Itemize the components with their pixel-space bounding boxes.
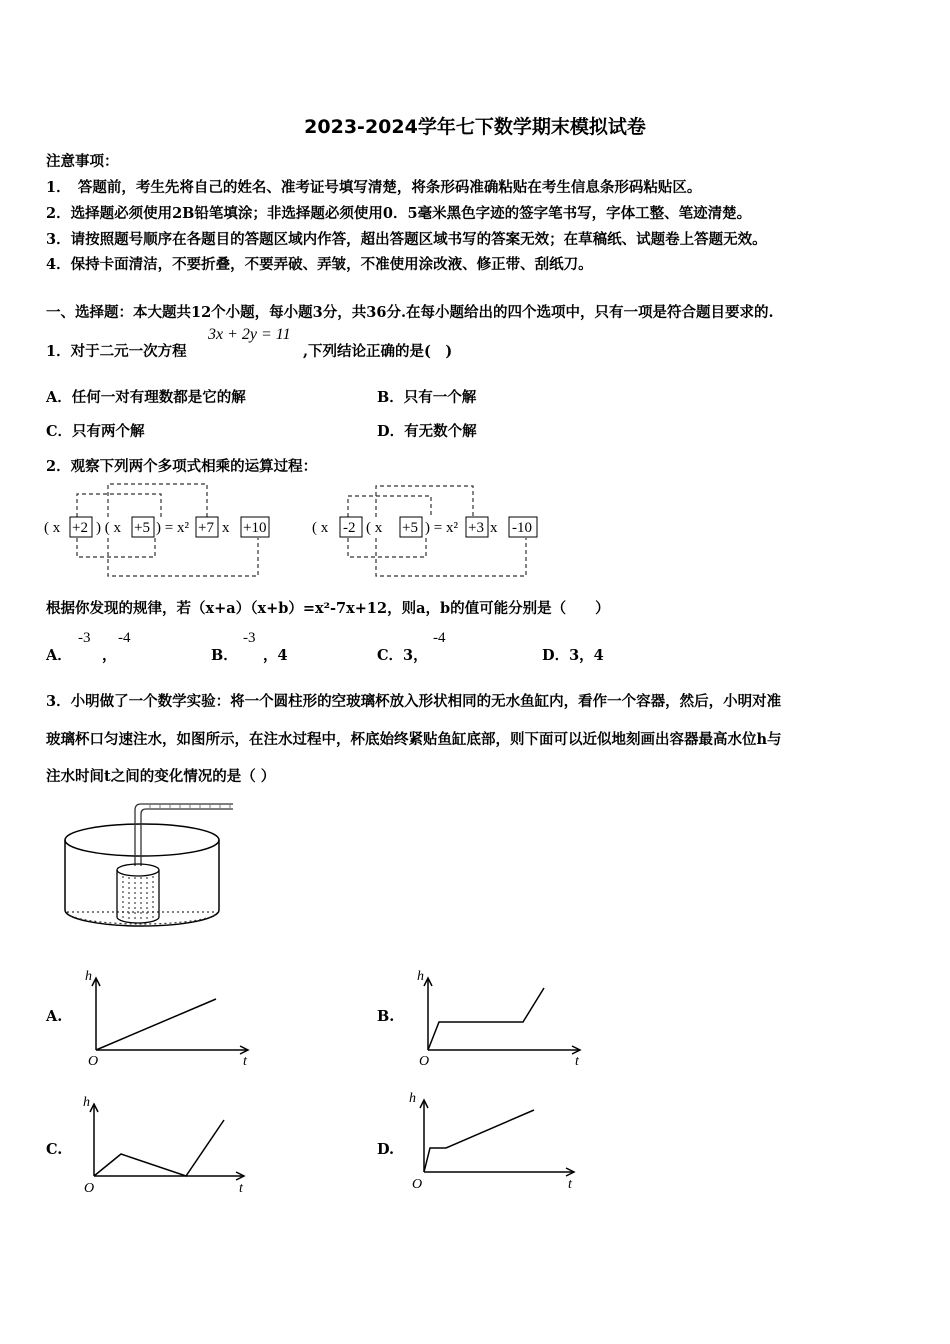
q2-option-a-v2: -4 <box>118 630 131 646</box>
graph-a-line <box>96 999 216 1050</box>
page-title: 2023-2024学年七下数学期末模拟试卷 <box>304 116 646 138</box>
graph-c-axis-y: h <box>83 1095 90 1110</box>
q2-example-2-diagram <box>308 480 548 580</box>
notice-item-4: 4．保持卡面清洁，不要折叠，不要弄破、弄皱，不准使用涂改液、修正带、刮纸刀。 <box>46 256 593 273</box>
q2-example-1-diagram <box>40 480 280 580</box>
q2-option-a-comma: ， <box>102 647 117 664</box>
graph-d-origin: O <box>412 1177 423 1192</box>
graph-c-label: C. <box>46 1141 63 1158</box>
q2-ex2-mid: ( x <box>366 520 383 536</box>
graph-c-axis-x: t <box>239 1181 243 1196</box>
graph-b-line <box>428 988 544 1050</box>
graph-b-label: B. <box>377 1008 395 1025</box>
graph-d <box>402 1088 582 1198</box>
graph-c <box>78 1092 258 1202</box>
graph-d-label: D. <box>377 1141 395 1158</box>
notice-item-3: 3．请按照题号顺序在各题目的答题区域内作答，超出答题区域书写的答案无效；在草稿纸、试题卷上答题无效。 <box>46 231 767 248</box>
q2-ex2-p1: -2 <box>343 520 356 536</box>
q1-option-c: C．只有两个解 <box>46 423 145 440</box>
graph-b-origin: O <box>419 1054 430 1069</box>
section-heading: 一、选择题：本大题共12个小题，每小题3分，共36分.在每小题给出的四个选项中，只有一项是符合题目要求的. <box>46 304 774 321</box>
graph-a-axis-x: t <box>243 1054 247 1069</box>
notice-heading: 注意事项： <box>46 153 119 170</box>
q3-line-2: 玻璃杯口匀速注水，如图所示，在注水过程中，杯底始终紧贴鱼缸底部，则下面可以近似地刻画出容器最高水位h与 <box>46 731 782 748</box>
q2-ex1-c1: +7 <box>198 520 214 536</box>
graph-b-axis-y: h <box>417 969 424 984</box>
graph-d-line <box>424 1110 534 1172</box>
notice-item-2: 2．选择题必须使用2B铅笔填涂；非选择题必须使用0．5毫米黑色字迹的签字笔书写，字体工整、笔迹清楚。 <box>46 205 752 222</box>
q2-question: 根据你发现的规律，若（x+a）（x+b）=x²-7x+12，则a，b的值可能分别是（ ） <box>46 600 610 617</box>
q2-ex2-c0: -10 <box>512 520 532 536</box>
q2-ex2-equals: ) = x² <box>425 520 458 536</box>
q1-equation: 3x + 2y = 11 <box>208 326 291 343</box>
q2-option-c-label: C．3， <box>377 647 428 664</box>
q2-stem: 2．观察下列两个多项式相乘的运算过程： <box>46 458 318 475</box>
q2-option-b-label: B． <box>211 647 238 664</box>
q2-ex1-p1: +2 <box>72 520 88 536</box>
q2-option-b-v2: ，4 <box>263 647 288 664</box>
q1-stem-b: ,下列结论正确的是( ) <box>303 343 453 360</box>
graph-d-axis-x: t <box>568 1177 572 1192</box>
q2-ex2-c1: +3 <box>468 520 484 536</box>
q1-option-d: D．有无数个解 <box>377 423 477 440</box>
q2-option-a-label: A． <box>46 647 72 664</box>
q1-option-a: A．任何一对有理数都是它的解 <box>46 389 246 406</box>
graph-a <box>80 962 260 1072</box>
q2-ex2-open-paren-1: ( x <box>312 520 329 536</box>
fish-tank-illustration <box>55 800 245 940</box>
graph-c-origin: O <box>84 1181 95 1196</box>
q2-option-a-v1: -3 <box>78 630 91 646</box>
q2-ex2-x: x <box>490 520 498 536</box>
graph-b <box>408 962 588 1072</box>
q2-ex1-p2: +5 <box>134 520 150 536</box>
graph-a-axis-y: h <box>85 969 92 984</box>
q2-ex1-open-paren-1: ( x <box>44 520 61 536</box>
graph-b-axis-x: t <box>575 1054 579 1069</box>
q1-option-b: B．只有一个解 <box>377 389 477 406</box>
q2-ex2-p2: +5 <box>402 520 418 536</box>
q3-line-1: 3．小明做了一个数学实验：将一个圆柱形的空玻璃杯放入形状相同的无水鱼缸内，看作一个容器，然后，小明对准 <box>46 693 782 710</box>
q2-ex1-mid: ) ( x <box>96 520 121 536</box>
q2-ex1-c0: +10 <box>243 520 267 536</box>
q2-option-b-v1: -3 <box>243 630 256 646</box>
q3-line-3: 注水时间t之间的变化情况的是（ ） <box>46 768 276 785</box>
q2-ex1-x: x <box>222 520 230 536</box>
q2-ex1-equals: ) = x² <box>156 520 189 536</box>
notice-item-1: 1． 答题前，考生先将自己的姓名、准考证号填写清楚，将条形码准确粘贴在考生信息条形码粘贴区。 <box>46 179 702 196</box>
q1-stem-a: 1．对于二元一次方程 <box>46 343 187 360</box>
graph-a-label: A. <box>46 1008 63 1025</box>
graph-a-origin: O <box>88 1054 99 1069</box>
q2-option-c-v2: -4 <box>433 630 446 646</box>
graph-c-line <box>94 1120 224 1176</box>
q2-option-d: D．3，4 <box>542 647 604 664</box>
graph-d-axis-y: h <box>409 1091 416 1106</box>
